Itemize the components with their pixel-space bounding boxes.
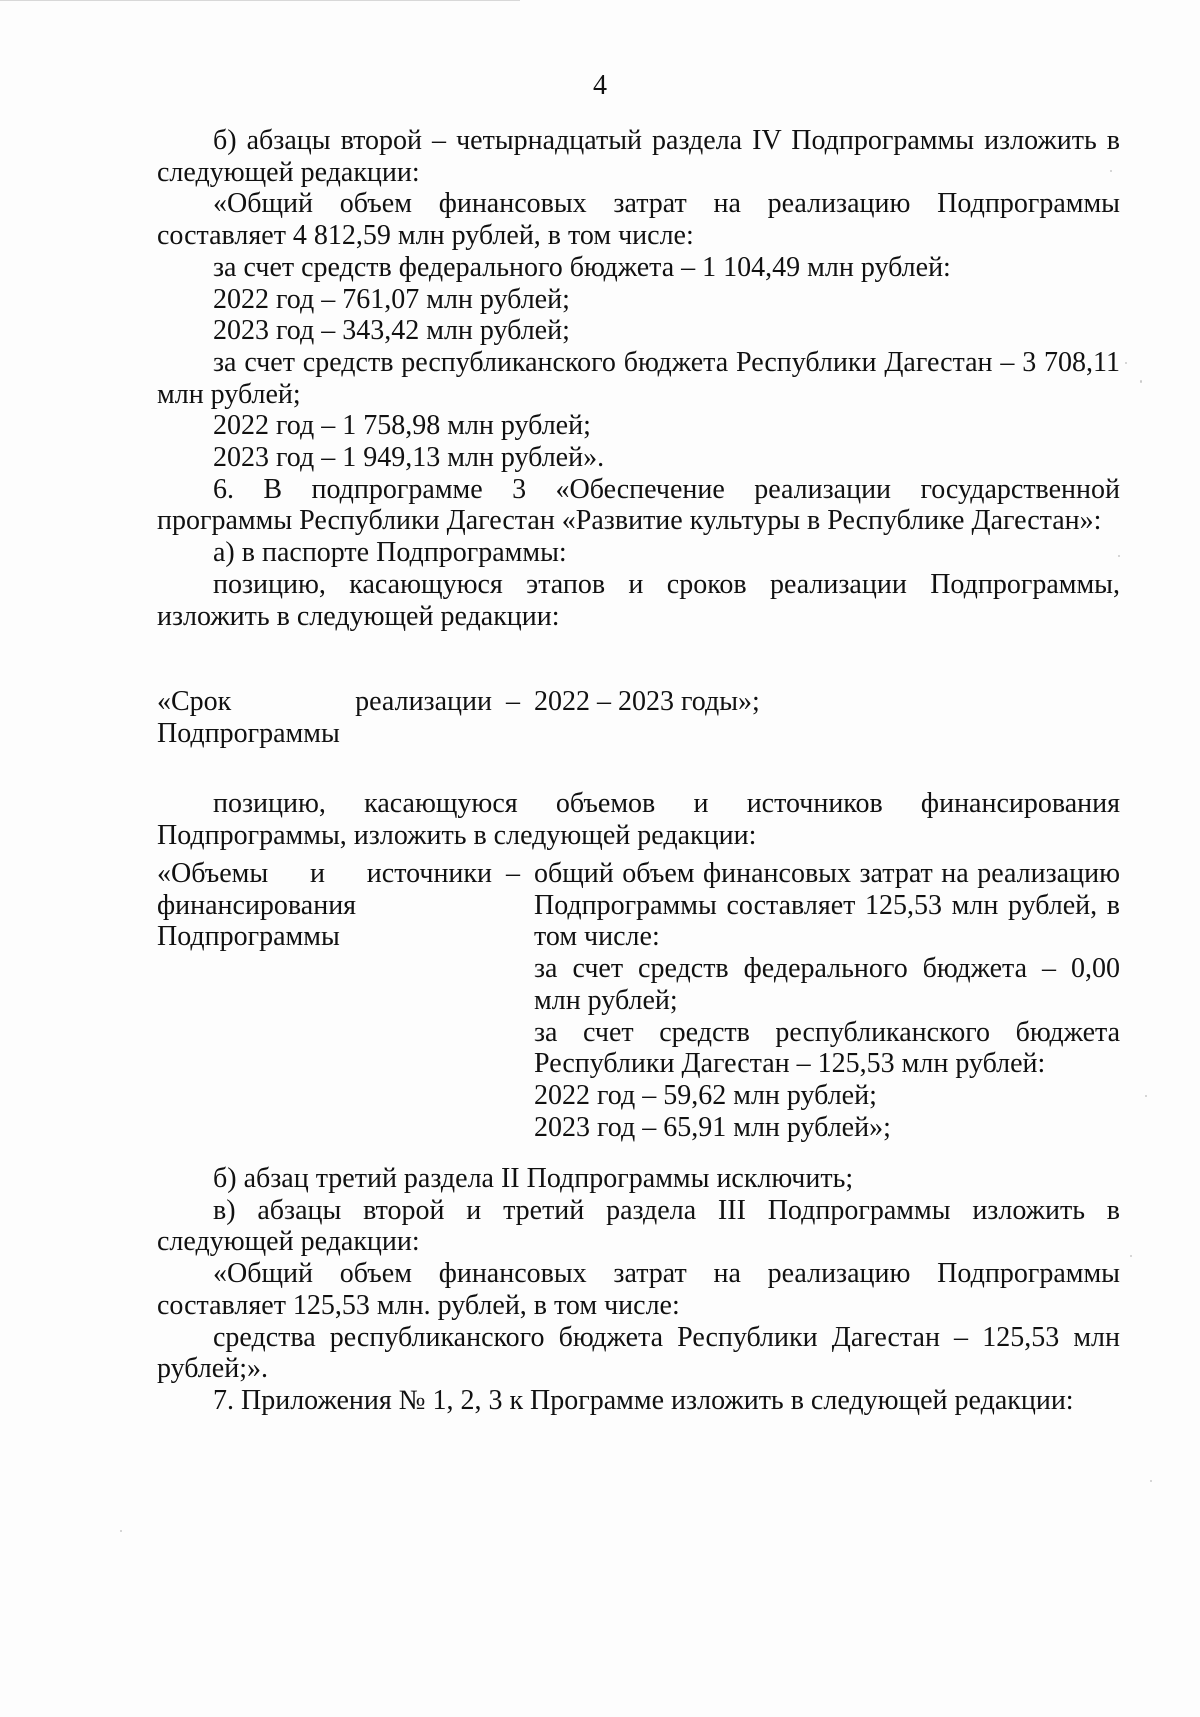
finance-position-details [534, 858, 1120, 1143]
amendment-text-lower [157, 1163, 1120, 1417]
scan-edge-line [0, 0, 520, 1]
scan-speck [1125, 362, 1127, 364]
scan-speck [120, 1530, 122, 1532]
paragraph-finance-position-intro: позицию, касающуюся объемов и источников финансирования Подпрограммы, изложить в следующей редакции: [157, 788, 1120, 851]
amendment-text-middle [157, 788, 1120, 851]
finance-line-2022: 2022 год – 59,62 млн рублей; [534, 1079, 877, 1111]
term-position-value: 2022 – 2023 годы»; [534, 686, 760, 717]
paragraph-federal-budget: за счет средств федерального бюджета – 1 104,49 млн рублей: [213, 251, 951, 283]
scan-speck [1150, 1480, 1152, 1482]
finance-line-republic: за счет средств республиканского бюджета Республики Дагестан – 125,53 млн рублей: [534, 1016, 1120, 1080]
finance-position-dash: – [506, 858, 520, 889]
paragraph-section-ii-exclude: б) абзац третий раздела II Подпрограммы исключить; [213, 1163, 854, 1194]
scan-speck [1110, 170, 1112, 172]
paragraph-year-2022-federal: 2022 год – 761,07 млн рублей; [213, 283, 570, 315]
finance-position-row [157, 858, 1120, 1143]
paragraph-item-6: 6. В подпрограмме 3 «Обеспечение реализации государственной программы Республики Дагестан «Развитие культуры в Республике Дагестан»: [157, 473, 1120, 537]
paragraph-sub3-republic-funds: средства республиканского бюджета Республики Дагестан – 125,53 млн рублей;». [157, 1321, 1120, 1385]
scan-speck [1130, 1255, 1132, 1257]
paragraph-sub3-total-costs: «Общий объем финансовых затрат на реализацию Подпрограммы составляет 125,53 млн. рублей, в том числе: [157, 1258, 1120, 1321]
paragraph-item-7: 7. Приложения № 1, 2, 3 к Программе изложить в следующей редакции: [213, 1384, 1074, 1416]
finance-line-total: общий объем финансовых затрат на реализацию Подпрограммы составляет 125,53 млн рублей, в том числе: [534, 858, 1120, 953]
paragraph-section-iii-intro: в) абзацы второй и третий раздела III Подпрограммы изложить в следующей редакции: [157, 1194, 1120, 1258]
page-number: 4 [593, 70, 607, 101]
amendment-text-upper [157, 125, 1120, 632]
scan-speck [1145, 1095, 1147, 1097]
paragraph-republic-budget: за счет средств республиканского бюджета Республики Дагестан – 3 708,11 млн рублей; [157, 346, 1120, 410]
finance-position-label: «Объемы и источники финансирования Подпрограммы [157, 858, 492, 953]
paragraph-passport: а) в паспорте Подпрограммы: [213, 537, 567, 569]
term-position-row [157, 686, 1120, 749]
scan-speck [1140, 380, 1142, 383]
paragraph-term-position-intro: позицию, касающуюся этапов и сроков реализации Подпрограммы, изложить в следующей редакции: [157, 568, 1120, 632]
scan-speck [1118, 555, 1120, 557]
paragraph-year-2022-republic: 2022 год – 1 758,98 млн рублей; [213, 410, 591, 442]
paragraph-section-iv-intro: б) абзацы второй – четырнадцатый раздела IV Подпрограммы изложить в следующей редакции: [157, 125, 1120, 188]
paragraph-total-costs: «Общий объем финансовых затрат на реализацию Подпрограммы составляет 4 812,59 млн рублей, в том числе: [157, 188, 1120, 252]
finance-line-federal: за счет средств федерального бюджета – 0,00 млн рублей; [534, 953, 1120, 1016]
paragraph-year-2023-federal: 2023 год – 343,42 млн рублей; [213, 315, 570, 347]
term-position-dash: – [506, 686, 520, 717]
term-position-label: «Срок реализации Подпрограммы [157, 686, 492, 749]
paragraph-year-2023-republic: 2023 год – 1 949,13 млн рублей». [213, 442, 605, 474]
finance-line-2023: 2023 год – 65,91 млн рублей»; [534, 1111, 891, 1143]
